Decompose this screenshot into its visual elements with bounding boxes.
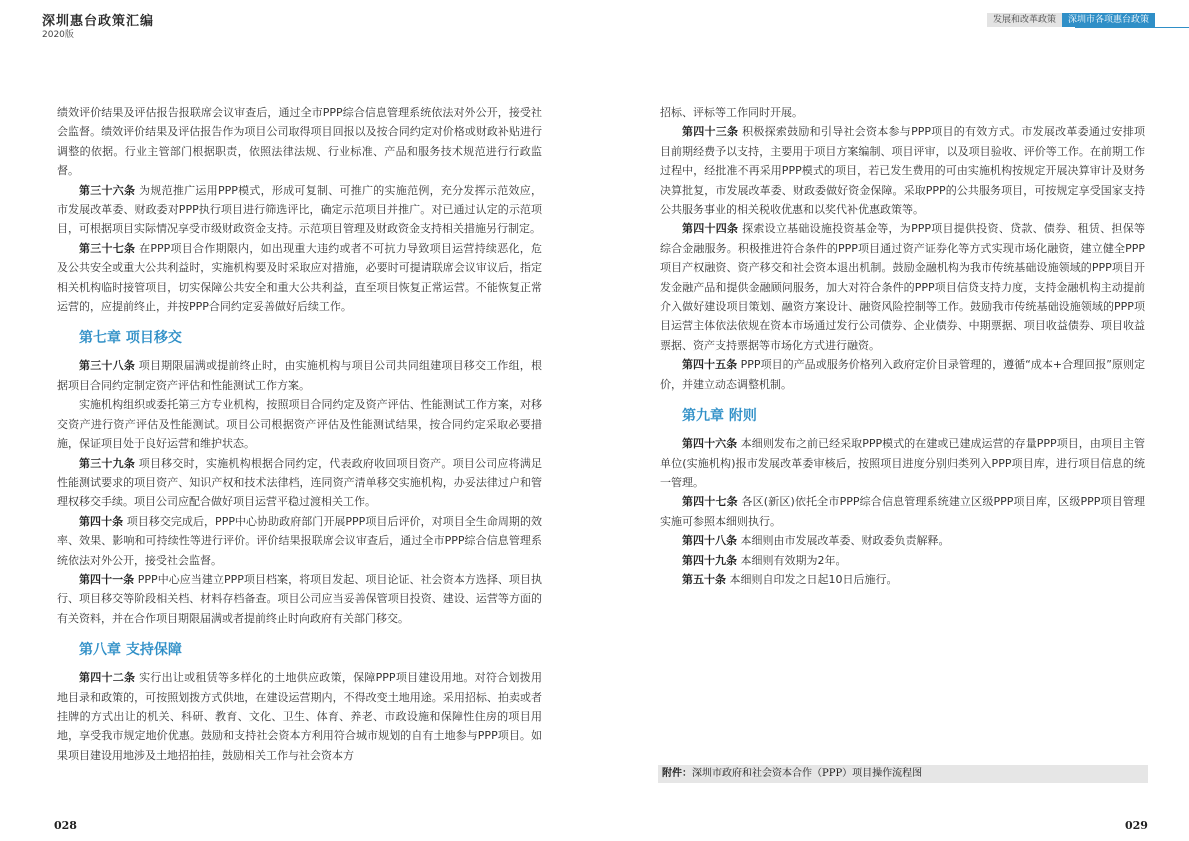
article-text: 各区(新区)依托全市PPP综合信息管理系统建立区级PPP项目库，区级PPP项目管理实施可参照本细则执行。 <box>660 495 1146 528</box>
article-paragraph <box>57 512 542 570</box>
article-paragraph <box>57 668 542 765</box>
article-paragraph <box>660 434 1145 492</box>
article-paragraph <box>57 181 542 239</box>
article-paragraph <box>660 570 1145 589</box>
tab-development-reform-policy[interactable]: 发展和改革政策 <box>987 13 1062 27</box>
article-text: 本细则由市发展改革委、财政委负责解释。 <box>740 534 950 548</box>
header-title: 深圳惠台政策汇编 <box>42 14 155 29</box>
article-label: 第四十条 <box>79 514 124 528</box>
article-text: 在PPP项目合作期限内，如出现重大违约或者不可抗力导致项目运营持续恶化，危及公共安全或重大公共利益时，实施机构要及时采取应对措施，必要时可提请联席会议审议后，指定相关机构临时接管项目，切实保障公共安全和重大公共利益，直至项目恢复正常运营。不能恢复正常运营的，应提前终止，并按PPP合同约定妥善做好后续工作。 <box>57 241 542 314</box>
header-edition: 2020版 <box>42 30 74 40</box>
body-paragraph: 实施机构组织或委托第三方专业机构，按照项目合同约定及资产评估、性能测试工作方案，对移交资产进行资产评估及性能测试。项目公司根据资产评估及性能测试结果，按合同约定采取必要措施，保证项目处于良好运营和维护状态。 <box>57 398 542 451</box>
header-rule <box>1075 27 1189 28</box>
right-column <box>660 103 1145 589</box>
article-paragraph <box>57 356 542 395</box>
article-paragraph <box>660 122 1145 219</box>
article-label: 第四十五条 <box>682 358 738 372</box>
article-text: 项目移交完成后，PPP中心协助政府部门开展PPP项目后评价，对项目全生命周期的效率、效果、影响和可持续性等进行评价。评价结果报联席会议审查后，通过全市PPP综合信息管理系统依法对外公开，接受社会监督。 <box>57 514 542 567</box>
body-paragraph: 招标、评标等工作同时开展。 <box>660 106 803 119</box>
article-label: 第五十条 <box>682 572 726 586</box>
tab-shenzhen-taiwan-policy[interactable]: 深圳市各项惠台政策 <box>1062 13 1155 27</box>
chapter-heading: 第八章 支持保障 <box>79 642 182 659</box>
article-paragraph <box>660 531 1145 550</box>
article-text: 本细则有效期为2年。 <box>740 553 847 567</box>
article-label: 第三十七条 <box>79 241 136 255</box>
article-text: 实行出让或租赁等多样化的土地供应政策，保障PPP项目建设用地。对符合划拨用地目录和政策的，可按照划拨方式供地，在建设运营期内，不得改变土地用途。采用招标、拍卖或者挂牌的方式出让的机关、科研、教育、文化、卫生、体育、养老、市政设施和保障性住房的项目用地，享受我市规定地价优惠。鼓励和支持社会资本方利用符合城市规划的自有土地参与PPP项目。如果项目建设用地涉及土地招拍挂，鼓励相关工作与社会资本方 <box>57 671 542 762</box>
article-paragraph <box>57 454 542 512</box>
article-label: 第四十六条 <box>682 437 738 451</box>
article-text: 为规范推广运用PPP模式，形成可复制、可推广的实施范例，充分发挥示范效应，市发展改革委、财政委对PPP执行项目进行筛选评比，确定示范项目并推广。对已通过认定的示范项目，可根据项目实际情况享受市级财政资金支持。示范项目管理及财政资金支持相关措施另行制定。 <box>57 183 542 236</box>
section-tabs <box>987 13 1155 27</box>
article-text: 积极探索鼓励和引导社会资本参与PPP项目的有效方式。市发展改革委通过安排项目前期经费予以支持，主要用于项目方案编制、项目评审，以及项目验收、评价等工作。在前期工作过程中，经批准不再采用PPP模式的项目，若已发生费用的可由实施机构按规定开展决算审计及财务决算批复，市发展改革委、财政委做好资金保障。采取PPP的公共服务项目，可按规定享受国家支持公共服务事业的相关税收优惠和以奖代补优惠政策等。 <box>660 125 1145 217</box>
article-paragraph <box>660 492 1145 531</box>
article-label: 第四十二条 <box>79 671 136 685</box>
article-label: 第四十七条 <box>682 495 738 509</box>
article-text: PPP项目的产品或服务价格列入政府定价目录管理的，遵循“成本+合理回报”原则定价，并建立动态调整机制。 <box>660 358 1146 391</box>
article-paragraph <box>660 551 1145 570</box>
body-paragraph: 绩效评价结果及评估报告报联席会议审查后，通过全市PPP综合信息管理系统依法对外公开，接受社会监督。绩效评价结果及评估报告作为项目公司取得项目回报以及按合同约定对价格或财政补贴进行调整的依据。行业主管部门根据职责，依照法律法规、行业标准、产品和服务技术规范进行行政监督。 <box>57 106 542 178</box>
article-paragraph <box>57 570 542 628</box>
article-label: 第四十四条 <box>682 222 739 236</box>
appendix-text: 深圳市政府和社会资本合作（PPP）项目操作流程图 <box>692 768 923 779</box>
page-number-right: 029 <box>1125 819 1148 832</box>
article-text: PPP中心应当建立PPP项目档案，将项目发起、项目论证、社会资本方选择、项目执行、项目移交等阶段相关档、材料存档备查。项目公司应当妥善保管项目投资、建设、运营等方面的有关资料，并在合作项目期限届满或者提前终止时向政府有关部门移交。 <box>57 572 542 625</box>
article-label: 第三十六条 <box>79 183 136 197</box>
article-label: 第三十九条 <box>79 456 136 470</box>
article-text: 本细则发布之前已经采取PPP模式的在建或已建成运营的存量PPP项目，由项目主管单位(实施机构)报市发展改革委审核后，按照项目进度分别归类列入PPP项目库，进行项目信息的统一管理。 <box>660 437 1145 489</box>
page-number-left: 028 <box>54 819 77 832</box>
article-label: 第四十三条 <box>682 125 739 139</box>
article-text: 探索设立基础设施投资基金等，为PPP项目提供投资、贷款、债券、租赁、担保等综合金融服务。积极推进符合条件的PPP项目通过资产证券化等方式实现市场化融资，建立健全PPP项目产权融资、资产移交和社会资本退出机制。鼓励金融机构为我市传统基础设施领域的PPP项目开发金融产品和提供金融顾问服务，加大对符合条件的PPP项目信贷支持力度，支持金融机构主动提前介入做好建设项目策划、融资方案设计、融资风险控制等工作。鼓励我市传统基础设施领域的PPP项目运营主体依法依规在资本市场通过发行公司债券、企业债券、中期票据、项目收益债券、项目收益票据、资产支持票据等市场化方式进行融资。 <box>660 222 1145 352</box>
appendix-label: 附件： <box>662 768 692 779</box>
left-column <box>57 103 542 765</box>
appendix-line <box>658 765 1148 783</box>
chapter-heading: 第九章 附则 <box>682 408 757 425</box>
article-label: 第四十九条 <box>682 553 737 567</box>
chapter-heading: 第七章 项目移交 <box>79 330 182 347</box>
article-text: 项目移交时，实施机构根据合同约定，代表政府收回项目资产。项目公司应将满足性能测试要求的项目资产、知识产权和技术法律档，连同资产清单移交实施机构，办妥法律过户和管理权移交手续。项目公司应配合做好项目运营平稳过渡相关工作。 <box>57 456 543 509</box>
article-paragraph <box>660 219 1145 355</box>
article-text: 项目期限届满或提前终止时，由实施机构与项目公司共同组建项目移交工作组，根据项目合同约定制定资产评估和性能测试工作方案。 <box>57 359 543 392</box>
article-text: 本细则自印发之日起10日后施行。 <box>729 572 898 586</box>
article-label: 第四十八条 <box>682 534 737 548</box>
article-paragraph <box>57 239 542 317</box>
article-label: 第四十一条 <box>79 572 135 586</box>
article-label: 第三十八条 <box>79 359 136 373</box>
article-paragraph <box>660 355 1145 394</box>
